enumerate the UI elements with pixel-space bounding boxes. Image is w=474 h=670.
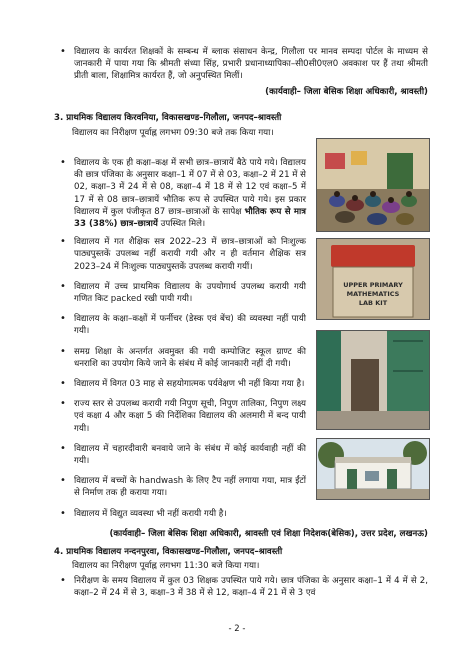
school-building-photo (316, 438, 430, 500)
observation-list (54, 575, 428, 599)
corridor-photo (316, 330, 430, 430)
section-heading: 4. प्राथमिक विद्यालय नन्दनपुरवा, विकासखण्ड–गिलौला, जनपद–श्रावस्ती (54, 547, 283, 557)
kit-label-text: UPPER PRIMARY (343, 281, 403, 289)
list-item: • समग्र शिक्षा के अन्तर्गत अवमुक्त की गयी कम्पोजिट स्कूल ग्राण्ट की धनराशि का उपयोग किये जाने के संबंध में कोई जानकारी नहीं दी गयी। (54, 346, 306, 370)
list-item-text: विद्यालय के एक ही कक्षा–कक्ष में सभी छात्र–छात्रायें बैठे पाये गये। विद्यालय की छात्र पंजिका के अनुसार कक्षा–1 में 07 में से 03, कक्षा–2 में 21 में से 02, कक्षा–3 में 24 में से 08, कक्षा–4 में 18 में से 12 एवं कक्षा–5 में 17 में से 08 छात्र–छात्रायें भौतिक रूप से उपस्थित पाये गये। इस प्रकार विद्यालय में कुल पंजीकृत 87 छात्र–छात्राओं के सापेक्ष (74, 158, 306, 217)
list-item: • विद्यालय में उच्च प्राथमिक विद्यालय के उपयोगार्थ उपलब्ध करायी गयी गणित किट packed रखी पायी गयी। (54, 281, 306, 305)
list-item (54, 157, 306, 230)
list-item: • विद्यालय में विद्युत व्यवस्था भी नहीं करायी गयी है। (54, 508, 306, 520)
math-kit-photo (316, 238, 430, 320)
list-item: • विद्यालय के कार्यरत शिक्षकों के सम्बन्ध में ब्लाक संसाधन केन्द्र, गिलौला पर मानव सम्पदा पोर्टल के माध्यम से जानकारी में पाया गया कि श्रीमती संध्या सिंह, प्रभारी प्रधानाध्यापिका–सी0सी0एल0 अवकाश पर हैं तथा श्रीमती प्रीती बाला, शिक्षामित्र कार्यरत हैं, जो अनुपस्थित मिलीं। (54, 46, 428, 83)
list-item-text: उपस्थित मिले। (160, 219, 206, 230)
kit-label-text: LAB KIT (358, 299, 388, 307)
page-number: - 2 - (228, 624, 246, 634)
section-action (54, 528, 428, 540)
action-note: (कार्यवाही– जिला बेसिक शिक्षा अधिकारी, श्रावस्ती एवं शिक्षा निदेशक(बेसिक), उत्तर प्रदेश, लखनऊ) (109, 529, 428, 539)
classroom-photo (316, 138, 430, 232)
list-item: • विद्यालय में विगत 03 माह से सहयोगात्मक पर्यवेक्षण भी नहीं किया गया है। (54, 378, 306, 390)
section-heading: 3. प्राथमिक विद्यालय किरवनिया, विकासखण्ड–गिलौला, जनपद–श्रावस्ती (54, 113, 282, 123)
kit-label-text: MATHEMATICS (346, 290, 400, 298)
intro-paragraph: विद्यालय का निरीक्षण पूर्वाह्न लगभग 11:30 बजे किया गया। (72, 561, 260, 571)
list-item: • विद्यालय में बच्चों के handwash के लिए टैप नहीं लगाया गया, मात्र ईंटों से निर्माण तक ही कराया गया। (54, 475, 306, 499)
list-item: • विद्यालय में चहारदीवारी बनवाये जाने के संबंध में कोई कार्यवाही नहीं की गयी। (54, 443, 306, 467)
action-note: (कार्यवाही– जिला बेसिक शिक्षा अधिकारी, श्रावस्ती) (265, 86, 428, 97)
highlight-text: भौतिक रूप से मात्र 33 (38%) छात्र–छात्रायें (74, 206, 306, 230)
list-item: • विद्यालय में गत शैक्षिक सत्र 2022–23 में छात्र–छात्राओं को निःशुल्क पाठ्यपुस्तकें उपलब्ध नहीं करायी गयी और न ही वर्तमान शैक्षिक सत्र 2023–24 में निःशुल्क पाठ्यपुस्तकें उपलब्ध करायी गयीं। (54, 236, 306, 273)
observation-list (54, 157, 306, 528)
list-item: • विद्यालय के कक्षा–कक्षों में फर्नीचर (डेस्क एवं बेंच) की व्यवस्था नहीं पायी गयी। (54, 313, 306, 337)
list-item: • राज्य स्तर से उपलब्ध करायी गयी निपुण सूची, निपुण तालिका, निपुण लक्ष्य एवं कक्षा 4 और कक्षा 5 की निर्देशिका विद्यालय की अलमारी में बन्द पायी गयी। (54, 398, 306, 435)
intro-paragraph: विद्यालय का निरीक्षण पूर्वाह्न लगभग 09:30 बजे तक किया गया। (72, 128, 274, 138)
list-item: • निरीक्षण के समय विद्यालय में कुल 03 शिक्षक उपस्थित पाये गये। छात्र पंजिका के अनुसार कक्षा–1 में 4 में से 2, कक्षा–2 में 24 में से 3, कक्षा–3 में 38 में से 12, कक्षा–4 में 21 में से 3 एवं (54, 575, 428, 599)
top-section (54, 46, 428, 98)
